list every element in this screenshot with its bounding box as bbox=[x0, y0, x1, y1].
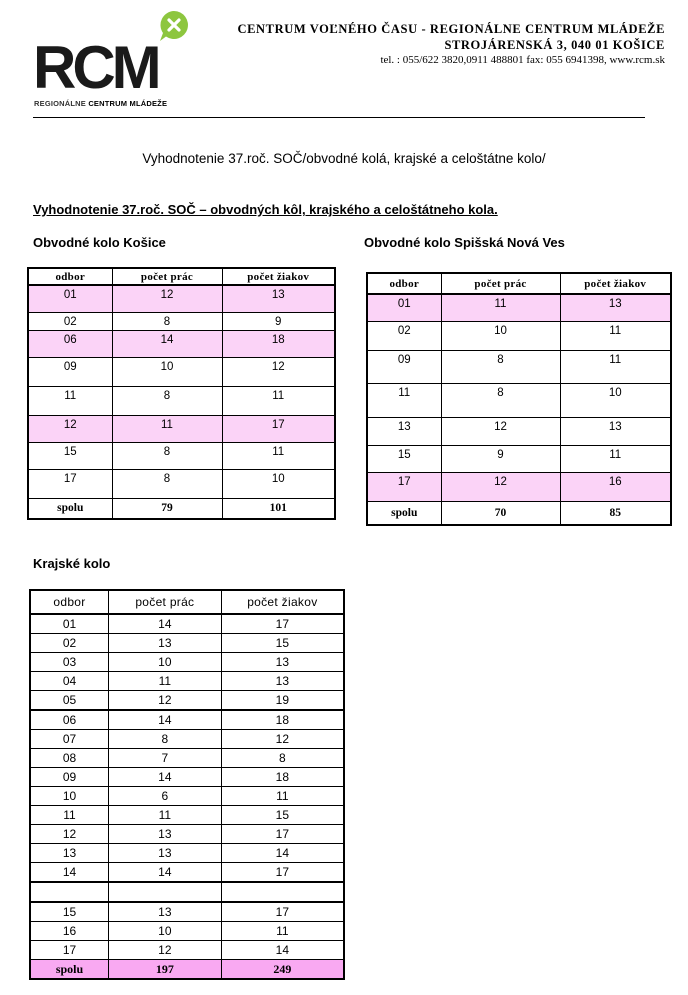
cell-pocet-prac: 8 bbox=[112, 469, 222, 498]
organization-address: STROJÁRENSKÁ 3, 040 01 KOŠICE bbox=[444, 38, 665, 52]
cell-pocet-prac: 9 bbox=[441, 445, 560, 472]
kosice-results-table bbox=[27, 267, 336, 520]
cell-odbor bbox=[30, 882, 109, 902]
cell-odbor: 09 bbox=[28, 357, 112, 386]
cell-odbor: 15 bbox=[367, 445, 441, 472]
cell-pocet-prac: 8 bbox=[112, 312, 222, 330]
cell-pocet-ziakov: 12 bbox=[222, 357, 335, 386]
cell-pocet-ziakov: 11 bbox=[560, 445, 671, 472]
cell-pocet-ziakov: 18 bbox=[221, 768, 344, 787]
cell-pocet-ziakov bbox=[221, 882, 344, 902]
cell-pocet-ziakov: 8 bbox=[221, 749, 344, 768]
cell-pocet-ziakov: 10 bbox=[222, 469, 335, 498]
cell-pocet-prac: 7 bbox=[109, 749, 222, 768]
cell-odbor: 10 bbox=[30, 787, 109, 806]
cell-pocet-ziakov: 11 bbox=[221, 922, 344, 941]
total-label: spolu bbox=[30, 960, 109, 980]
cell-odbor: 17 bbox=[28, 469, 112, 498]
table-row bbox=[28, 357, 335, 386]
document-title: Vyhodnotenie 37.roč. SOČ – obvodných kôl, krajského a celoštátneho kola. bbox=[33, 202, 498, 217]
cell-odbor: 01 bbox=[28, 285, 112, 312]
cell-pocet-prac: 10 bbox=[441, 321, 560, 350]
cell-pocet-prac: 11 bbox=[109, 672, 222, 691]
table-row bbox=[367, 472, 671, 501]
cell-pocet-prac: 11 bbox=[109, 806, 222, 825]
cell-pocet-ziakov: 19 bbox=[221, 691, 344, 711]
cell-odbor: 03 bbox=[30, 653, 109, 672]
cell-pocet-prac: 12 bbox=[112, 285, 222, 312]
table-row bbox=[367, 417, 671, 445]
cell-pocet-ziakov: 17 bbox=[222, 415, 335, 442]
cell-odbor: 16 bbox=[30, 922, 109, 941]
cell-pocet-ziakov: 17 bbox=[221, 902, 344, 922]
column-header-pocet-prac: počet prác bbox=[109, 590, 222, 614]
cell-pocet-ziakov: 9 bbox=[222, 312, 335, 330]
cell-pocet-prac: 14 bbox=[109, 614, 222, 634]
cell-pocet-prac: 12 bbox=[109, 691, 222, 711]
cell-pocet-prac: 12 bbox=[109, 941, 222, 960]
table-row bbox=[30, 863, 344, 883]
table-row bbox=[30, 672, 344, 691]
cell-pocet-ziakov: 11 bbox=[560, 321, 671, 350]
cell-odbor: 15 bbox=[30, 902, 109, 922]
logo-subtitle: REGIONÁLNE CENTRUM MLÁDEŽE bbox=[34, 99, 168, 108]
organization-header bbox=[237, 21, 665, 67]
cell-pocet-prac: 8 bbox=[441, 350, 560, 383]
organization-contact: tel. : 055/622 3820,0911 488801 fax: 055 6941398, www.rcm.sk bbox=[380, 54, 665, 66]
table-row bbox=[30, 825, 344, 844]
cell-pocet-ziakov: 18 bbox=[221, 710, 344, 730]
cell-pocet-prac: 8 bbox=[441, 383, 560, 417]
organization-name: CENTRUM VOĽNÉHO ČASU - REGIONÁLNE CENTRUM MLÁDEŽE bbox=[237, 22, 665, 36]
cell-odbor: 12 bbox=[30, 825, 109, 844]
cell-pocet-ziakov: 17 bbox=[221, 825, 344, 844]
table-row bbox=[30, 653, 344, 672]
cell-pocet-prac: 8 bbox=[112, 442, 222, 469]
cell-pocet-prac: 13 bbox=[109, 634, 222, 653]
cell-pocet-prac: 8 bbox=[109, 730, 222, 749]
table-row bbox=[28, 330, 335, 357]
cell-odbor: 13 bbox=[367, 417, 441, 445]
table-row bbox=[28, 442, 335, 469]
cell-odbor: 06 bbox=[28, 330, 112, 357]
total-pocet-ziakov: 101 bbox=[222, 498, 335, 519]
cell-pocet-ziakov: 11 bbox=[560, 350, 671, 383]
cell-pocet-ziakov: 17 bbox=[221, 614, 344, 634]
cell-pocet-ziakov: 14 bbox=[221, 844, 344, 863]
table-row bbox=[30, 806, 344, 825]
cell-odbor: 02 bbox=[30, 634, 109, 653]
table-row bbox=[30, 844, 344, 863]
table-row bbox=[30, 902, 344, 922]
speech-bubble-icon bbox=[157, 9, 191, 43]
cell-pocet-prac: 13 bbox=[109, 902, 222, 922]
cell-pocet-prac: 12 bbox=[441, 472, 560, 501]
cell-pocet-prac: 14 bbox=[109, 863, 222, 883]
table-row bbox=[30, 941, 344, 960]
cell-odbor: 01 bbox=[30, 614, 109, 634]
kosice-section-title: Obvodné kolo Košice bbox=[33, 235, 166, 250]
table-row bbox=[28, 285, 335, 312]
table-row bbox=[30, 710, 344, 730]
cell-odbor: 02 bbox=[367, 321, 441, 350]
cell-odbor: 17 bbox=[367, 472, 441, 501]
table-row bbox=[30, 787, 344, 806]
total-pocet-ziakov: 249 bbox=[221, 960, 344, 980]
cell-pocet-prac: 14 bbox=[109, 768, 222, 787]
cell-pocet-ziakov: 12 bbox=[221, 730, 344, 749]
column-header-odbor: odbor bbox=[28, 268, 112, 285]
column-header-pocet-prac: počet prác bbox=[112, 268, 222, 285]
table-row bbox=[30, 922, 344, 941]
cell-pocet-ziakov: 13 bbox=[221, 672, 344, 691]
table-row bbox=[28, 469, 335, 498]
total-row bbox=[367, 501, 671, 525]
table-row bbox=[367, 445, 671, 472]
total-pocet-prac: 197 bbox=[109, 960, 222, 980]
cell-odbor: 11 bbox=[30, 806, 109, 825]
column-header-pocet-ziakov: počet žiakov bbox=[222, 268, 335, 285]
table-row bbox=[30, 634, 344, 653]
table-header-row bbox=[28, 268, 335, 285]
cell-odbor: 17 bbox=[30, 941, 109, 960]
cell-pocet-prac: 11 bbox=[441, 294, 560, 321]
column-header-pocet-prac: počet prác bbox=[441, 273, 560, 294]
cell-odbor: 01 bbox=[367, 294, 441, 321]
table-row bbox=[28, 415, 335, 442]
column-header-odbor: odbor bbox=[367, 273, 441, 294]
column-header-odbor: odbor bbox=[30, 590, 109, 614]
cell-odbor: 11 bbox=[28, 386, 112, 415]
table-header-row bbox=[367, 273, 671, 294]
table-header-row bbox=[30, 590, 344, 614]
cell-pocet-prac: 8 bbox=[112, 386, 222, 415]
cell-pocet-prac: 13 bbox=[109, 825, 222, 844]
cell-pocet-ziakov: 11 bbox=[221, 787, 344, 806]
cell-pocet-ziakov: 13 bbox=[221, 653, 344, 672]
cell-pocet-ziakov: 10 bbox=[560, 383, 671, 417]
cell-pocet-prac bbox=[109, 882, 222, 902]
cell-odbor: 05 bbox=[30, 691, 109, 711]
column-header-pocet-ziakov: počet žiakov bbox=[560, 273, 671, 294]
cell-pocet-prac: 14 bbox=[109, 710, 222, 730]
cell-pocet-prac: 10 bbox=[109, 922, 222, 941]
table-row bbox=[30, 614, 344, 634]
total-label: spolu bbox=[367, 501, 441, 525]
total-pocet-prac: 79 bbox=[112, 498, 222, 519]
table-row bbox=[367, 350, 671, 383]
cell-odbor: 09 bbox=[367, 350, 441, 383]
table-row bbox=[30, 691, 344, 711]
cell-pocet-ziakov: 13 bbox=[560, 294, 671, 321]
cell-odbor: 12 bbox=[28, 415, 112, 442]
cell-odbor: 02 bbox=[28, 312, 112, 330]
total-pocet-prac: 70 bbox=[441, 501, 560, 525]
cell-pocet-prac: 10 bbox=[109, 653, 222, 672]
cell-pocet-ziakov: 13 bbox=[222, 285, 335, 312]
table-row bbox=[30, 882, 344, 902]
cell-pocet-prac: 11 bbox=[112, 415, 222, 442]
document-subtitle: Vyhodnotenie 37.roč. SOČ/obvodné kolá, krajské a celoštátne kolo/ bbox=[142, 151, 546, 166]
table-row bbox=[367, 383, 671, 417]
logo-text: RCM bbox=[33, 34, 158, 101]
cell-pocet-prac: 13 bbox=[109, 844, 222, 863]
total-label: spolu bbox=[28, 498, 112, 519]
cell-pocet-prac: 14 bbox=[112, 330, 222, 357]
cell-odbor: 13 bbox=[30, 844, 109, 863]
cell-pocet-ziakov: 17 bbox=[221, 863, 344, 883]
header-divider bbox=[33, 117, 645, 118]
cell-pocet-ziakov: 13 bbox=[560, 417, 671, 445]
column-header-pocet-ziakov: počet žiakov bbox=[221, 590, 344, 614]
cell-odbor: 09 bbox=[30, 768, 109, 787]
total-pocet-ziakov: 85 bbox=[560, 501, 671, 525]
cell-pocet-prac: 6 bbox=[109, 787, 222, 806]
rcm-logo bbox=[33, 8, 193, 108]
cell-odbor: 11 bbox=[367, 383, 441, 417]
cell-odbor: 14 bbox=[30, 863, 109, 883]
cell-pocet-ziakov: 15 bbox=[221, 806, 344, 825]
spisska-results-table bbox=[366, 272, 672, 526]
cell-pocet-ziakov: 11 bbox=[222, 442, 335, 469]
cell-odbor: 15 bbox=[28, 442, 112, 469]
cell-pocet-ziakov: 18 bbox=[222, 330, 335, 357]
cell-pocet-prac: 12 bbox=[441, 417, 560, 445]
spisska-section-title: Obvodné kolo Spišská Nová Ves bbox=[364, 235, 565, 250]
krajske-section-title: Krajské kolo bbox=[33, 556, 111, 571]
table-row bbox=[30, 749, 344, 768]
cell-pocet-prac: 10 bbox=[112, 357, 222, 386]
cell-pocet-ziakov: 14 bbox=[221, 941, 344, 960]
table-row bbox=[367, 321, 671, 350]
table-row bbox=[28, 386, 335, 415]
cell-pocet-ziakov: 16 bbox=[560, 472, 671, 501]
cell-odbor: 06 bbox=[30, 710, 109, 730]
total-row bbox=[30, 960, 344, 980]
cell-pocet-ziakov: 15 bbox=[221, 634, 344, 653]
table-row bbox=[30, 768, 344, 787]
table-row bbox=[30, 730, 344, 749]
cell-pocet-ziakov: 11 bbox=[222, 386, 335, 415]
cell-odbor: 08 bbox=[30, 749, 109, 768]
table-row bbox=[367, 294, 671, 321]
table-row bbox=[28, 312, 335, 330]
total-row bbox=[28, 498, 335, 519]
cell-odbor: 07 bbox=[30, 730, 109, 749]
krajske-results-table bbox=[29, 589, 345, 980]
cell-odbor: 04 bbox=[30, 672, 109, 691]
